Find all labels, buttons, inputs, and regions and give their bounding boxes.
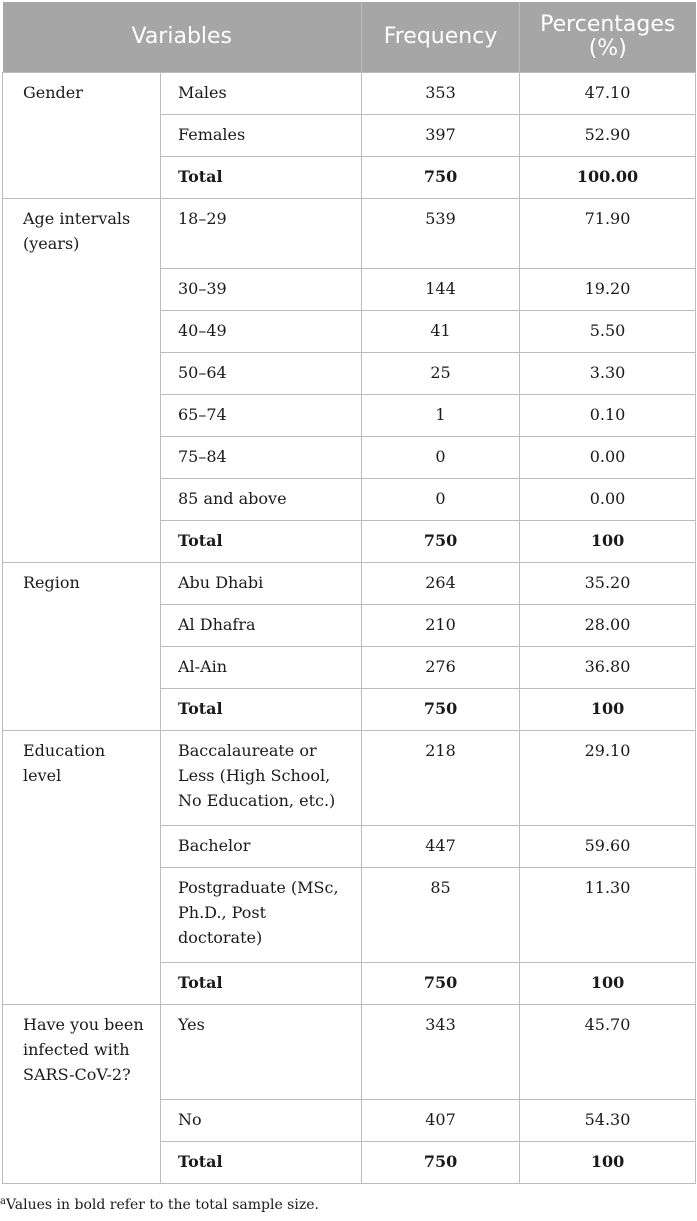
- frequency-cell: 210: [362, 605, 520, 647]
- frequency-cell: 750: [362, 689, 520, 731]
- category-label: Total: [161, 963, 362, 1005]
- percentage-cell: 100: [520, 1142, 696, 1184]
- percentage-cell: 100: [520, 689, 696, 731]
- percentage-cell: 3.30: [520, 353, 696, 395]
- percentage-cell: 28.00: [520, 605, 696, 647]
- percentage-cell: 29.10: [520, 731, 696, 826]
- category-label: 50–64: [161, 353, 362, 395]
- frequency-cell: 264: [362, 563, 520, 605]
- category-label: Total: [161, 157, 362, 199]
- category-label: 75–84: [161, 437, 362, 479]
- percentage-cell: 36.80: [520, 647, 696, 689]
- frequency-cell: 750: [362, 1142, 520, 1184]
- variable-education-level: Education level: [3, 731, 161, 1005]
- frequency-cell: 25: [362, 353, 520, 395]
- footnote-marker: a: [0, 1196, 6, 1207]
- variable-gender: Gender: [3, 73, 161, 199]
- percentage-cell: 19.20: [520, 269, 696, 311]
- category-label: 30–39: [161, 269, 362, 311]
- frequency-cell: 276: [362, 647, 520, 689]
- frequency-cell: 539: [362, 199, 520, 269]
- frequency-cell: 407: [362, 1100, 520, 1142]
- table-footnote: [0, 1196, 319, 1213]
- header-percentages: Percentages (%): [520, 2, 696, 73]
- frequency-cell: 397: [362, 115, 520, 157]
- table-row: [3, 73, 696, 115]
- category-label: Yes: [161, 1005, 362, 1100]
- category-label: Total: [161, 1142, 362, 1184]
- category-label: Al Dhafra: [161, 605, 362, 647]
- category-label: Postgraduate (MSc, Ph.D., Post doctorate): [161, 868, 362, 963]
- frequency-cell: 218: [362, 731, 520, 826]
- variable-region: Region: [3, 563, 161, 731]
- percentage-cell: 100.00: [520, 157, 696, 199]
- category-label: 40–49: [161, 311, 362, 353]
- percentage-cell: 54.30: [520, 1100, 696, 1142]
- percentage-cell: 0.00: [520, 479, 696, 521]
- percentage-cell: 0.00: [520, 437, 696, 479]
- category-label: Baccalaureate or Less (High School, No Education, etc.): [161, 731, 362, 826]
- frequency-cell: 41: [362, 311, 520, 353]
- percentage-cell: 11.30: [520, 868, 696, 963]
- category-label: Males: [161, 73, 362, 115]
- category-label: Total: [161, 689, 362, 731]
- table-row: [3, 563, 696, 605]
- category-label: 85 and above: [161, 479, 362, 521]
- category-label: Total: [161, 521, 362, 563]
- percentage-cell: 47.10: [520, 73, 696, 115]
- frequency-cell: 447: [362, 826, 520, 868]
- variable-age-intervals: Age intervals (years): [3, 199, 161, 563]
- demographics-table: [2, 2, 696, 1184]
- percentage-cell: 100: [520, 963, 696, 1005]
- header-variables: Variables: [3, 2, 362, 73]
- category-label: Females: [161, 115, 362, 157]
- percentage-cell: 100: [520, 521, 696, 563]
- frequency-cell: 343: [362, 1005, 520, 1100]
- percentage-cell: 71.90: [520, 199, 696, 269]
- percentage-cell: 5.50: [520, 311, 696, 353]
- frequency-cell: 0: [362, 479, 520, 521]
- category-label: Al-Ain: [161, 647, 362, 689]
- category-label: No: [161, 1100, 362, 1142]
- frequency-cell: 85: [362, 868, 520, 963]
- header-frequency: Frequency: [362, 2, 520, 73]
- frequency-cell: 144: [362, 269, 520, 311]
- table-row: [3, 731, 696, 826]
- frequency-cell: 750: [362, 963, 520, 1005]
- percentage-cell: 45.70: [520, 1005, 696, 1100]
- percentage-cell: 35.20: [520, 563, 696, 605]
- frequency-cell: 353: [362, 73, 520, 115]
- percentage-cell: 0.10: [520, 395, 696, 437]
- frequency-cell: 750: [362, 157, 520, 199]
- category-label: Abu Dhabi: [161, 563, 362, 605]
- category-label: Bachelor: [161, 826, 362, 868]
- variable-sars-cov-2-infection: Have you been infected with SARS-CoV-2?: [3, 1005, 161, 1184]
- footnote-text: Values in bold refer to the total sample size.: [5, 1197, 319, 1213]
- table-row: [3, 199, 696, 269]
- header-row: [3, 2, 696, 73]
- category-label: 65–74: [161, 395, 362, 437]
- table-row: [3, 1005, 696, 1100]
- frequency-cell: 750: [362, 521, 520, 563]
- frequency-cell: 1: [362, 395, 520, 437]
- percentage-cell: 59.60: [520, 826, 696, 868]
- category-label: 18–29: [161, 199, 362, 269]
- percentage-cell: 52.90: [520, 115, 696, 157]
- frequency-cell: 0: [362, 437, 520, 479]
